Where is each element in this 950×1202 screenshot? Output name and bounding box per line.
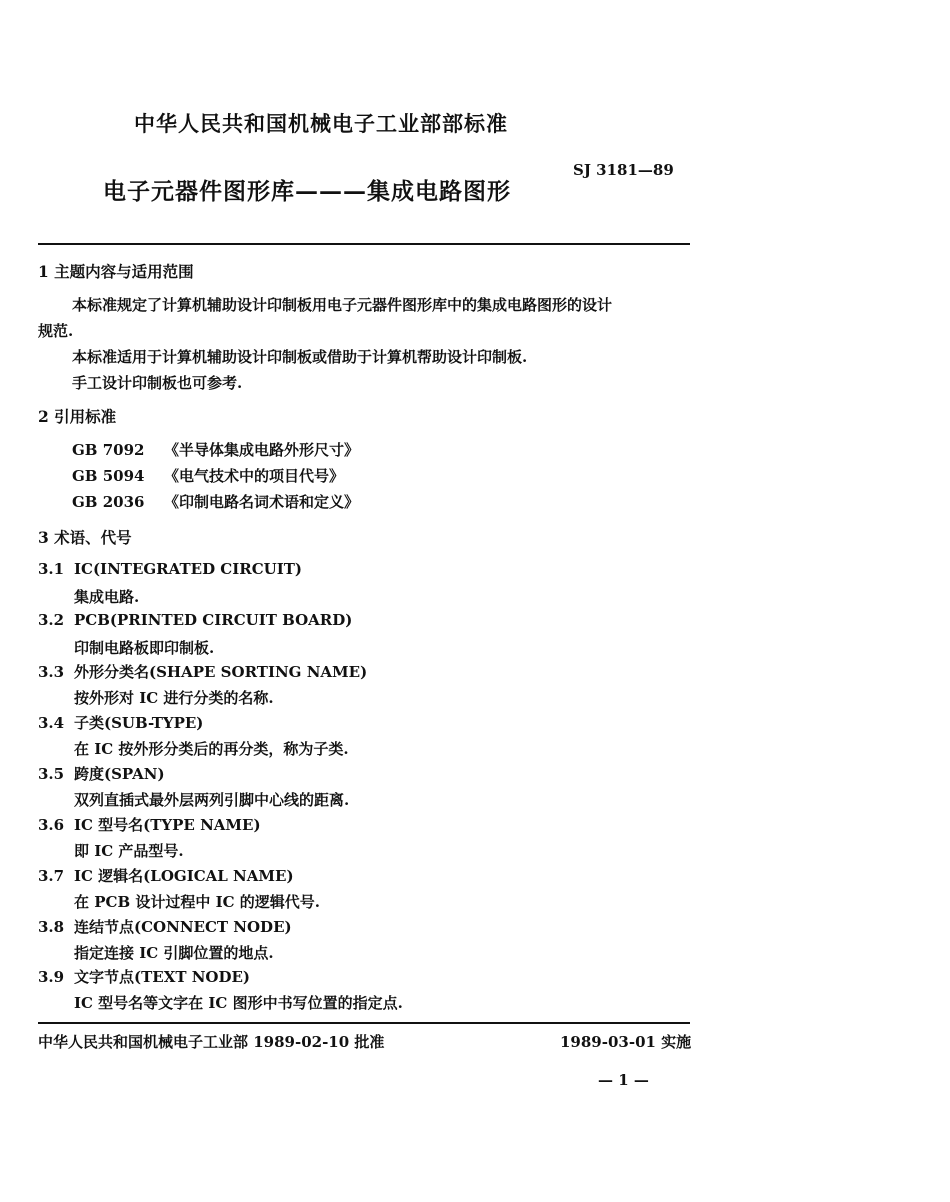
- section-1-heading: 1 主题内容与适用范围: [38, 262, 194, 281]
- issuing-organization: 中华人民共和国机械电子工业部部标准: [134, 111, 508, 136]
- term-number: 3.4: [38, 714, 65, 732]
- term-heading: [38, 712, 203, 733]
- term-definition: 集成电路.: [74, 588, 140, 606]
- reference-code: GB 7092: [72, 441, 145, 459]
- reference-title: 《印制电路名词术语和定义》: [164, 493, 360, 511]
- approval-date: 中华人民共和国机械电子工业部 1989-02-10 批准: [38, 1033, 385, 1051]
- term-number: 3.9: [38, 968, 65, 986]
- term-heading: [38, 814, 261, 835]
- term-definition: 按外形对 IC 进行分类的名称.: [74, 689, 274, 707]
- term-name: 外形分类名(SHAPE SORTING NAME): [74, 663, 368, 681]
- section-1-paragraph-1: 本标准规定了计算机辅助设计印制板用电子元器件图形库中的集成电路图形的设计: [72, 296, 613, 314]
- reference-title: 《电气技术中的项目代号》: [164, 467, 345, 485]
- term-name: IC 逻辑名(LOGICAL NAME): [74, 867, 294, 885]
- term-definition: IC 型号名等文字在 IC 图形中书写位置的指定点.: [74, 994, 403, 1012]
- reference-title: 《半导体集成电路外形尺寸》: [164, 441, 360, 459]
- section-1-paragraph-2: 本标准适用于计算机辅助设计印制板或借助于计算机帮助设计印制板.: [72, 348, 528, 366]
- term-definition: 印制电路板即印制板.: [74, 639, 215, 657]
- term-name: 跨度(SPAN): [74, 765, 165, 783]
- term-name: PCB(PRINTED CIRCUIT BOARD): [74, 611, 353, 629]
- page-number: — 1 —: [598, 1071, 649, 1089]
- header-divider: [38, 243, 690, 245]
- term-definition: 即 IC 产品型号.: [74, 842, 184, 860]
- reference-code: GB 5094: [72, 467, 145, 485]
- term-heading: [38, 763, 165, 784]
- term-heading: [38, 661, 367, 682]
- term-definition: 在 PCB 设计过程中 IC 的逻辑代号.: [74, 893, 320, 911]
- reference-code: GB 2036: [72, 493, 145, 511]
- term-definition: 双列直插式最外层两列引脚中心线的距离.: [74, 791, 350, 809]
- term-heading: [38, 966, 250, 987]
- term-number: 3.5: [38, 765, 65, 783]
- term-heading: [38, 560, 302, 578]
- section-3-heading: 3 术语、代号: [38, 528, 132, 547]
- term-name: IC(INTEGRATED CIRCUIT): [74, 560, 303, 578]
- term-heading: [38, 865, 294, 886]
- term-name: 连结节点(CONNECT NODE): [74, 918, 292, 936]
- term-number: 3.7: [38, 867, 65, 885]
- standard-code: SJ 3181—89: [573, 161, 674, 179]
- footer-divider: [38, 1022, 690, 1024]
- effective-date: 1989-03-01 实施: [560, 1033, 692, 1051]
- term-number: 3.6: [38, 816, 65, 834]
- term-definition: 在 IC 按外形分类后的再分类，称为子类.: [74, 740, 349, 758]
- document-title: 电子元器件图形库———集成电路图形: [103, 178, 511, 205]
- term-number: 3.1: [38, 560, 65, 578]
- section-1-paragraph-3: 手工设计印制板也可参考.: [72, 374, 243, 392]
- term-name: 文字节点(TEXT NODE): [74, 968, 251, 986]
- term-name: IC 型号名(TYPE NAME): [74, 816, 261, 834]
- term-number: 3.3: [38, 663, 65, 681]
- term-heading: [38, 916, 292, 937]
- term-number: 3.2: [38, 611, 65, 629]
- term-name: 子类(SUB-TYPE): [74, 714, 204, 732]
- reference-item: [72, 439, 359, 460]
- reference-item: [72, 491, 359, 512]
- reference-item: [72, 465, 344, 486]
- section-1-paragraph-1-cont: 规范.: [38, 322, 74, 340]
- term-heading: [38, 611, 352, 629]
- section-2-heading: 2 引用标准: [38, 407, 117, 426]
- term-definition: 指定连接 IC 引脚位置的地点.: [74, 944, 274, 962]
- term-number: 3.8: [38, 918, 65, 936]
